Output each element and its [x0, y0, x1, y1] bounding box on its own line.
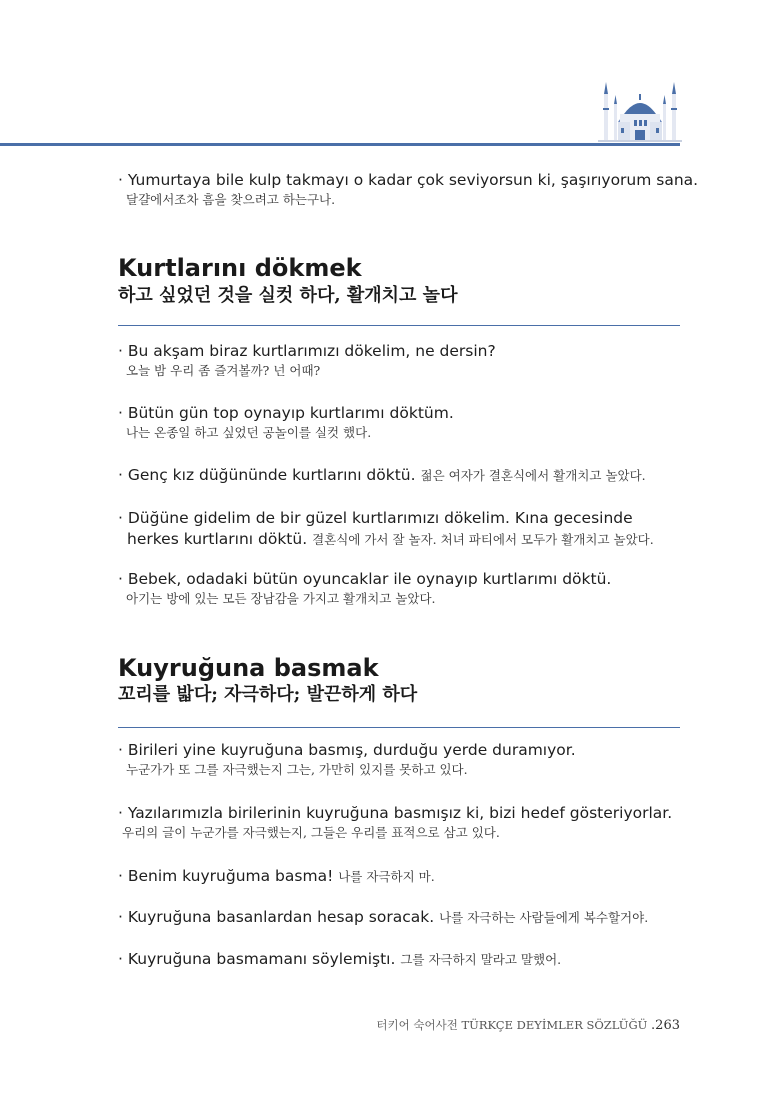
example-line	[118, 866, 688, 887]
header-rule	[0, 143, 680, 146]
idiom-title: Kuyruğuna basmak	[118, 654, 379, 682]
example-turkish: · Düğüne gidelim de bir güzel kurtlarımızı dökelim. Kına gecesinde	[118, 509, 633, 527]
example-item	[118, 907, 688, 928]
example-korean: 나를 자극하지 마.	[338, 869, 435, 884]
example-korean: 달걀에서조차 흠을 찾으려고 하는구나.	[126, 192, 336, 207]
example-turkish-cont: herkes kurtlarını döktü.	[127, 530, 308, 548]
idiom-meaning: 꼬리를 밟다; 자극하다; 발끈하게 하다	[118, 684, 418, 705]
example-line	[118, 949, 688, 970]
example-line	[118, 465, 688, 486]
example-item	[118, 508, 688, 550]
example-korean: 누군가가 또 그를 자극했는지 그는, 가만히 있지를 못하고 있다.	[126, 762, 468, 777]
idiom-title: Kurtlarını dökmek	[118, 254, 362, 282]
example-turkish: · Yazılarımızla birilerinin kuyruğuna basmışız ki, bizi hedef gösteriyorlar.	[118, 804, 673, 822]
example-item	[118, 569, 688, 608]
example-korean: 결혼식에 가서 잘 놀자. 처녀 파티에서 모두가 활개치고 놀았다.	[312, 532, 654, 547]
example-korean: 나를 자극하는 사람들에게 복수할거야.	[439, 910, 649, 925]
example-item	[118, 949, 688, 970]
example-korean: 우리의 글이 누군가를 자극했는지, 그들은 우리를 표적으로 삼고 있다.	[122, 825, 500, 840]
example-turkish: · Benim kuyruğuma basma!	[118, 867, 334, 885]
mosque-icon	[598, 78, 682, 144]
example-turkish: · Bütün gün top oynayıp kurtlarımı döktüm.	[118, 404, 454, 422]
idiom-meaning: 하고 싶었던 것을 실컷 하다, 활개치고 놀다	[118, 285, 458, 306]
example-item	[118, 803, 688, 842]
example-turkish: · Kuyruğuna basmamanı söylemiştı.	[118, 950, 396, 968]
example-item	[118, 740, 688, 779]
example-turkish: · Kuyruğuna basanlardan hesap soracak.	[118, 908, 435, 926]
example-item	[118, 465, 688, 486]
example-korean: 오늘 밤 우리 좀 즐겨볼까? 넌 어때?	[126, 363, 321, 378]
example-item	[118, 341, 688, 380]
example-turkish: · Genç kız düğününde kurtlarını döktü.	[118, 466, 416, 484]
example-korean: 젊은 여자가 결혼식에서 활개치고 놀았다.	[420, 468, 646, 483]
example-korean: 아기는 방에 있는 모든 장남감을 가지고 활개치고 놀았다.	[126, 591, 436, 606]
example-turkish: · Bu akşam biraz kurtlarımızı dökelim, ne dersin?	[118, 342, 496, 360]
example-item	[118, 403, 688, 442]
page-number: .263	[651, 1018, 680, 1033]
example-turkish: · Bebek, odadaki bütün oyuncaklar ile oynayıp kurtlarımı döktü.	[118, 570, 612, 588]
section-divider	[118, 325, 680, 326]
section-divider	[118, 727, 680, 728]
example-turkish: · Yumurtaya bile kulp takmayı o kadar çok seviyorsun ki, şaşırıyorum sana.	[118, 171, 699, 189]
example-line	[118, 529, 688, 550]
example-korean: 그를 자극하지 말라고 말했어.	[400, 952, 562, 967]
book-title: 터키어 숙어사전 TÜRKÇE DEYİMLER SÖZLÜĞÜ	[376, 1018, 648, 1032]
example-korean: 나는 온종일 하고 싶었던 공놀이를 실컷 했다.	[126, 425, 372, 440]
page-footer	[376, 1017, 680, 1033]
example-item	[118, 866, 688, 887]
example-item	[118, 170, 699, 209]
example-turkish: · Birileri yine kuyruğuna basmış, durduğu yerde duramıyor.	[118, 741, 576, 759]
example-line	[118, 907, 688, 928]
